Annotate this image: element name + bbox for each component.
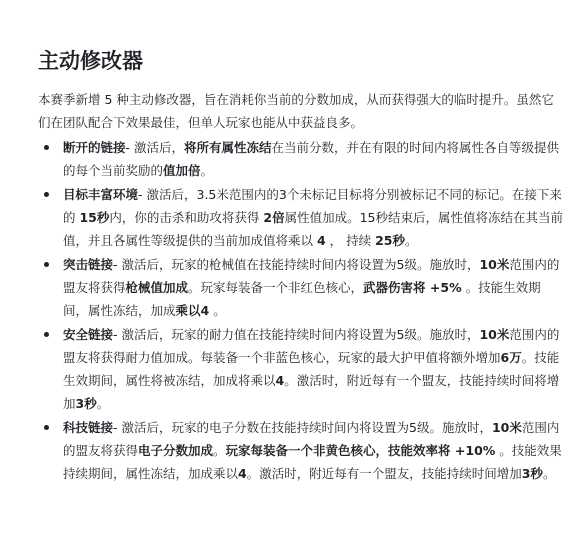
bullet-icon	[44, 192, 49, 197]
description-text: 。	[200, 163, 214, 178]
modifier-name: 断开的链接	[63, 140, 126, 155]
emphasis-text: 武器伤害将 +5%	[363, 280, 462, 295]
emphasis-text: 枪械值加成	[125, 280, 189, 295]
bullet-icon	[44, 332, 49, 337]
emphasis-text: 乘以4	[175, 303, 210, 318]
emphasis-text: 3秒	[75, 396, 97, 411]
description-text: - 激活后，玩家的耐力值在技能持续时间内将设置为5级。施放时，	[113, 327, 480, 342]
modifier-item	[38, 416, 563, 485]
emphasis-text: 4	[316, 233, 326, 248]
description-text: - 激活后，3.5米范围内的3个未标记目标将分别被标记不同的标记。在接下来的	[63, 187, 562, 225]
description-text: 在当前分数，并在有限的时间内将属性各自等级提供的每个当前奖励的	[63, 140, 560, 178]
description-text: - 激活后，玩家的电子分数在技能持续时间内将设置为5级。施放时，	[113, 420, 492, 435]
description-text: - 激活后，	[125, 140, 184, 155]
modifier-item	[38, 323, 563, 415]
modifier-name: 目标丰富环境	[63, 187, 139, 202]
description-text: 。	[542, 466, 556, 481]
emphasis-text: 4	[238, 466, 247, 481]
description-text: 。技能生效期间，属性冻结，加成	[63, 280, 541, 318]
description-text: 。	[209, 303, 226, 318]
description-text: - 激活后，玩家的枪械值在技能持续时间内将设置为5级。施放时，	[113, 257, 480, 272]
description-text: 。	[96, 396, 110, 411]
bullet-icon	[44, 262, 49, 267]
description-text: 。	[213, 443, 226, 458]
page-title: 主动修改器	[38, 49, 143, 73]
emphasis-text: 电子分数加成	[138, 443, 214, 458]
bullet-icon	[44, 145, 49, 150]
modifier-item	[38, 136, 563, 182]
emphasis-text: 4	[275, 373, 285, 388]
description-text: 。激活时，附近每有一个盟友，技能持续时间增加	[246, 466, 522, 481]
description-text: 。技能效果持续期间，属性冻结，加成乘以	[63, 443, 562, 481]
description-text: 范围内的盟友将获得	[63, 420, 560, 458]
emphasis-text: 值加倍	[163, 163, 201, 178]
description-text: 范围内的盟友将获得耐力值加成。每装备一个非蓝色核心，玩家的最大护甲值将额外增加	[63, 327, 560, 365]
description-text: 。激活时，附近每有一个盟友，技能持续时间将增加	[63, 373, 560, 411]
emphasis-text: 10米	[479, 257, 510, 272]
modifier-item	[38, 183, 563, 252]
modifier-list	[38, 136, 563, 485]
emphasis-text: 15秒	[79, 210, 110, 225]
description-text: 范围内的盟友将获得	[63, 257, 560, 295]
intro-paragraph: 本赛季新增 5 种主动修改器，旨在消耗你当前的分数加成，从而获得强大的临时提升。虽然它们在团队配合下效果最佳，但单人玩家也能从中获益良多。	[38, 92, 554, 130]
emphasis-text: 10米	[479, 327, 510, 342]
emphasis-text: 10米	[491, 420, 522, 435]
modifier-name: 科技链接	[63, 420, 114, 435]
modifier-name: 安全链接	[63, 327, 114, 342]
emphasis-text: 6万	[500, 350, 522, 365]
bullet-icon	[44, 425, 49, 430]
emphasis-text: 玩家每装备一个非黄色核心，技能效率将 +10%	[225, 443, 496, 458]
description-text: 。技能生效期间，属性将被冻结，加成将乘以	[63, 350, 560, 388]
modifier-item	[38, 253, 563, 322]
emphasis-text: 将所有属性冻结	[184, 140, 272, 155]
description-text: 。	[405, 233, 418, 248]
emphasis-text: 25秒	[375, 233, 406, 248]
description-text: 。玩家每装备一个非红色核心，	[188, 280, 364, 295]
description-text: 内，你的击杀和助攻将获得	[109, 210, 264, 225]
emphasis-text: 3秒	[521, 466, 543, 481]
emphasis-text: 2倍	[263, 210, 285, 225]
description-text: ， 持续	[325, 233, 376, 248]
description-text: 属性值加成。15秒结束后，属性值将冻结在其当前值，并且各属性等级提供的当前加成值将乘以	[63, 210, 563, 248]
modifier-name: 突击链接	[63, 257, 114, 272]
